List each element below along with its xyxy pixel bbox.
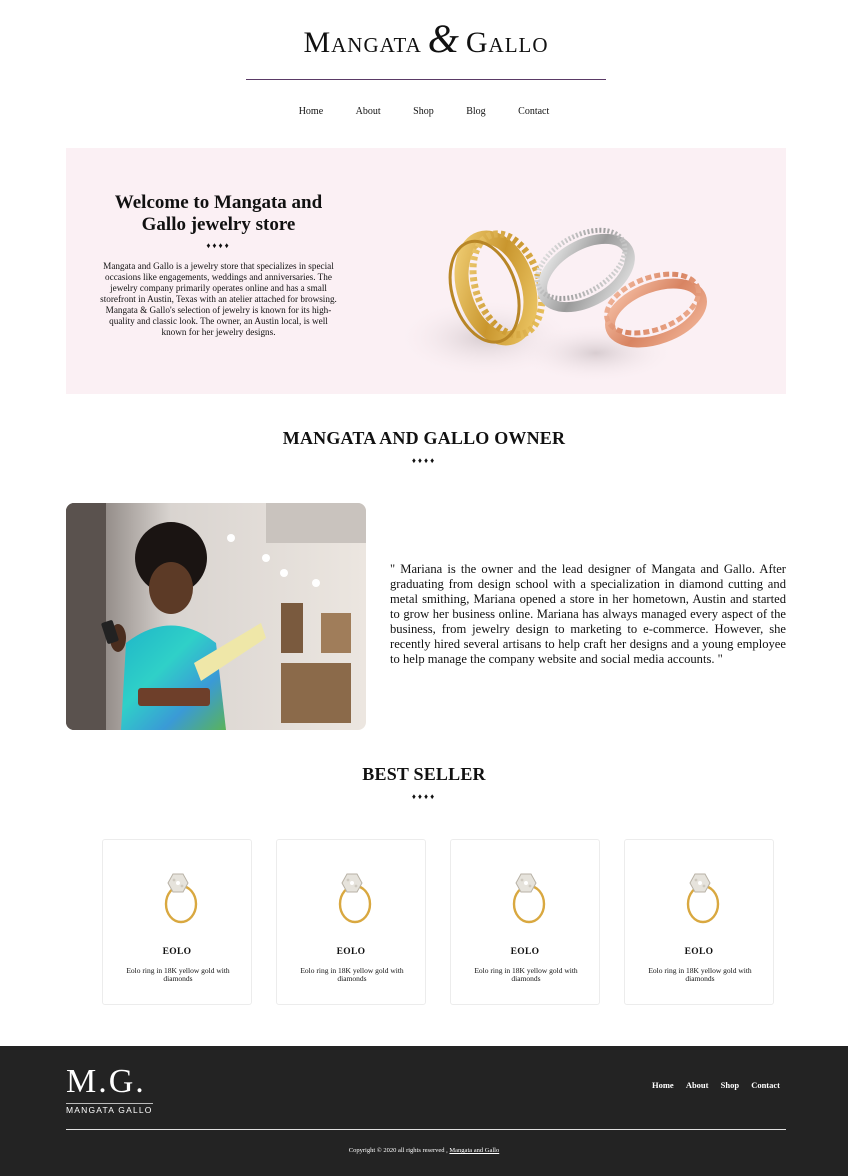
- best-seller-title: BEST SELLER: [362, 764, 486, 784]
- product-name: EOLO: [162, 947, 192, 957]
- footer-divider: [66, 1129, 786, 1130]
- owner-quote: " Mariana is the owner and the lead designer of Mangata and Gallo. After graduating from design school with a specialization in diamond cutting and metal smithing, Mariana opened a store in her hometown, Austin and started to grow her business online. Mariana has always managed every aspect of the business, from jewelry design to marketing to e-commerce. However, she recently hired several artisans to help craft her designs and a young employee to help manage the company website and social media accounts. ": [390, 562, 786, 666]
- logo-ampersand: &: [427, 16, 460, 61]
- footer-logo-initials: M.G.: [66, 1063, 146, 1100]
- logo-word-gallo: Gallo: [465, 26, 549, 59]
- footer-nav-home[interactable]: Home: [651, 1080, 674, 1090]
- footer-nav-contact[interactable]: Contact: [751, 1080, 780, 1090]
- product-description: Eolo ring in 18K yellow gold with diamonds: [300, 966, 404, 984]
- owner-diamond-divider: ♦♦♦♦: [411, 456, 437, 465]
- footer-nav-about[interactable]: About: [685, 1080, 709, 1090]
- product-card[interactable]: [624, 839, 774, 1005]
- logo-divider: [246, 79, 606, 80]
- footer-nav: [642, 1080, 780, 1090]
- footer-logo-name: MANGATA GALLO: [66, 1105, 153, 1115]
- product-grid: [102, 839, 774, 1005]
- footer-nav-shop[interactable]: Shop: [720, 1080, 740, 1090]
- copyright: [0, 1147, 848, 1154]
- product-card[interactable]: [450, 839, 600, 1005]
- nav-shop[interactable]: Shop: [413, 106, 434, 117]
- nav-contact[interactable]: Contact: [518, 106, 550, 117]
- product-name: EOLO: [684, 947, 714, 957]
- product-card[interactable]: [102, 839, 252, 1005]
- hero-description: Mangata and Gallo is a jewelry store that specializes in special occasions like engagements, weddings and anniversaries. The jewelry company primarily operates online and has a small storefront in Austin, Texas with an atelier attached for browsing. Mangata & Gallo's selection of jewelry is known for its high-quality and classic look. The owner, an Austin local, is well known for her jewelry designs.: [100, 261, 337, 337]
- nav-home[interactable]: Home: [298, 106, 324, 117]
- nav-blog[interactable]: Blog: [466, 106, 486, 117]
- owner-photo: [66, 503, 366, 730]
- logo-word-mangata: Mangata: [303, 26, 422, 59]
- product-card[interactable]: [276, 839, 426, 1005]
- product-name: EOLO: [510, 947, 540, 957]
- copyright-link[interactable]: Mangata and Gallo: [449, 1147, 500, 1154]
- rings-image: [396, 218, 716, 388]
- ring-icon: [157, 868, 201, 924]
- ring-icon: [331, 868, 375, 924]
- ring-icon: [505, 868, 549, 924]
- hero-title: Welcome to Mangata and Gallo jewelry store: [114, 192, 323, 235]
- ring-icon: [679, 868, 723, 924]
- product-description: Eolo ring in 18K yellow gold with diamonds: [474, 966, 578, 984]
- hero-banner: [66, 148, 786, 394]
- product-name: EOLO: [336, 947, 366, 957]
- main-nav: [0, 106, 848, 117]
- product-description: Eolo ring in 18K yellow gold with diamonds: [648, 966, 752, 984]
- footer-logo[interactable]: [66, 1064, 153, 1118]
- hero-diamond-divider: ♦♦♦♦: [206, 241, 231, 250]
- nav-about[interactable]: About: [355, 106, 381, 117]
- product-description: Eolo ring in 18K yellow gold with diamonds: [126, 966, 230, 984]
- best-seller-diamond-divider: ♦♦♦♦: [411, 792, 437, 801]
- site-footer: [0, 1046, 848, 1176]
- copyright-text: Copyright © 2020 all rights reserved ,: [348, 1147, 448, 1154]
- owner-section-title: MANGATA AND GALLO OWNER: [282, 428, 566, 448]
- site-logo[interactable]: [246, 18, 606, 64]
